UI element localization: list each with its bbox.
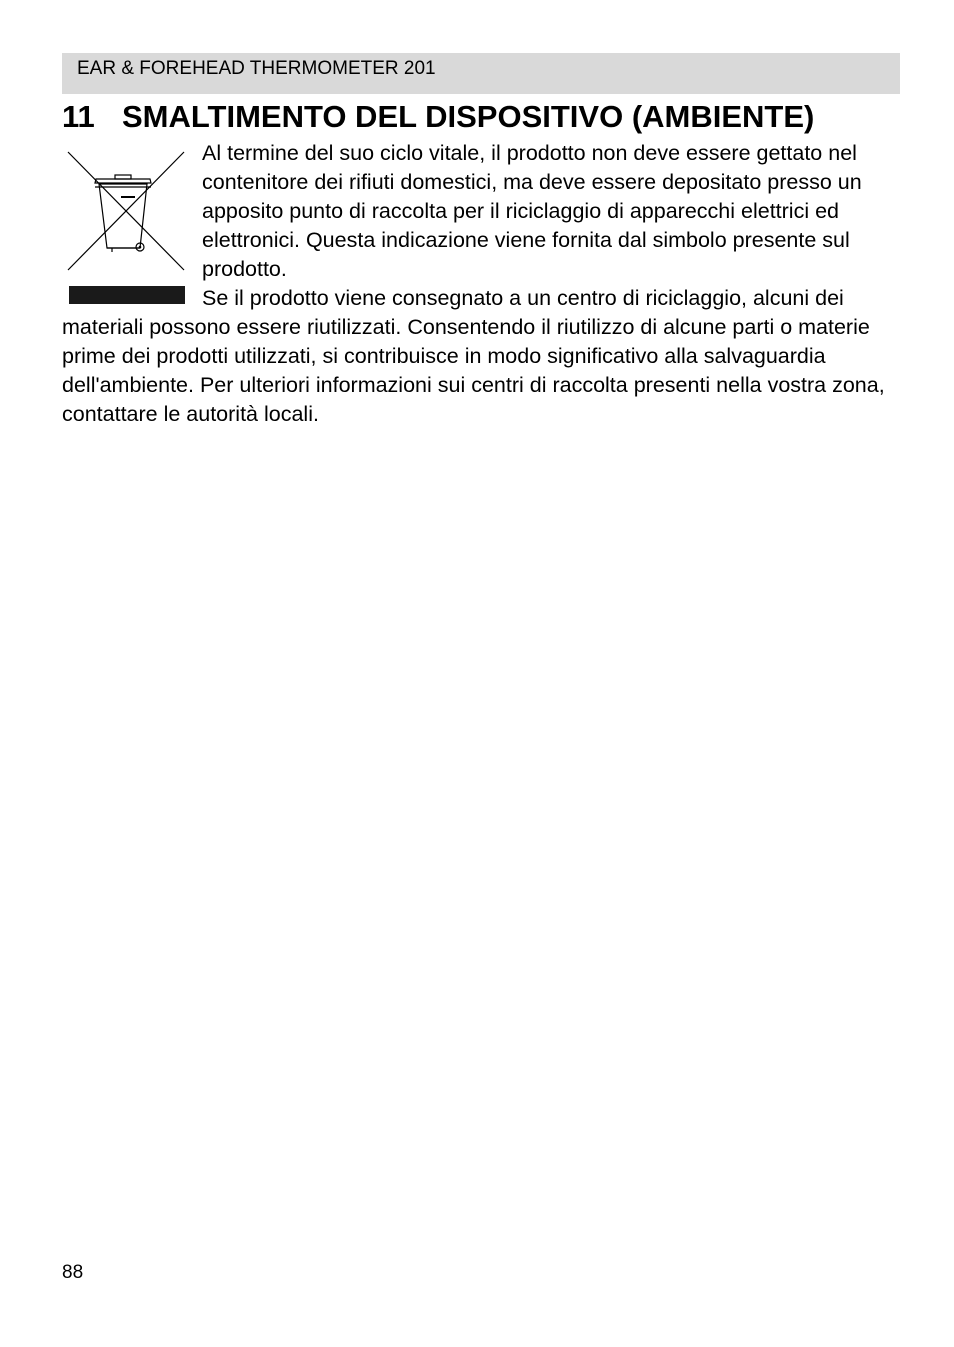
paragraph-recycling: Se il prodotto viene consegnato a un centro di riciclaggio, alcuni dei materiali possono essere riutilizzati. Consentendo il riutilizzo di alcune parti o materie prime dei prodotti utilizzati, si contribuisce in modo significativo alla salvaguardia dell'ambiente. Per ulteriori informazioni sui centri di raccolta presenti nella vostra zona, contattare le autorità locali. [62,286,885,426]
section-number: 11 [62,99,95,134]
body-text [62,139,898,429]
section-heading [62,98,814,136]
paragraph-disposal: Al termine del suo ciclo vitale, il prodotto non deve essere gettato nel contenitore dei rifiuti domestici, ma deve essere depositato presso un apposito punto di raccolta per il riciclaggio di apparecchi elettrici ed elettronici. Questa indicazione viene fornita dal simbolo presente sul prodotto. [202,141,862,281]
section-title: SMALTIMENTO DEL DISPOSITIVO (AMBIENTE) [122,99,815,134]
symbol-spacer [62,139,202,313]
page-number: 88 [62,1262,84,1283]
header-title: EAR & FOREHEAD THERMOMETER 201 [77,58,436,79]
running-header [62,53,900,94]
